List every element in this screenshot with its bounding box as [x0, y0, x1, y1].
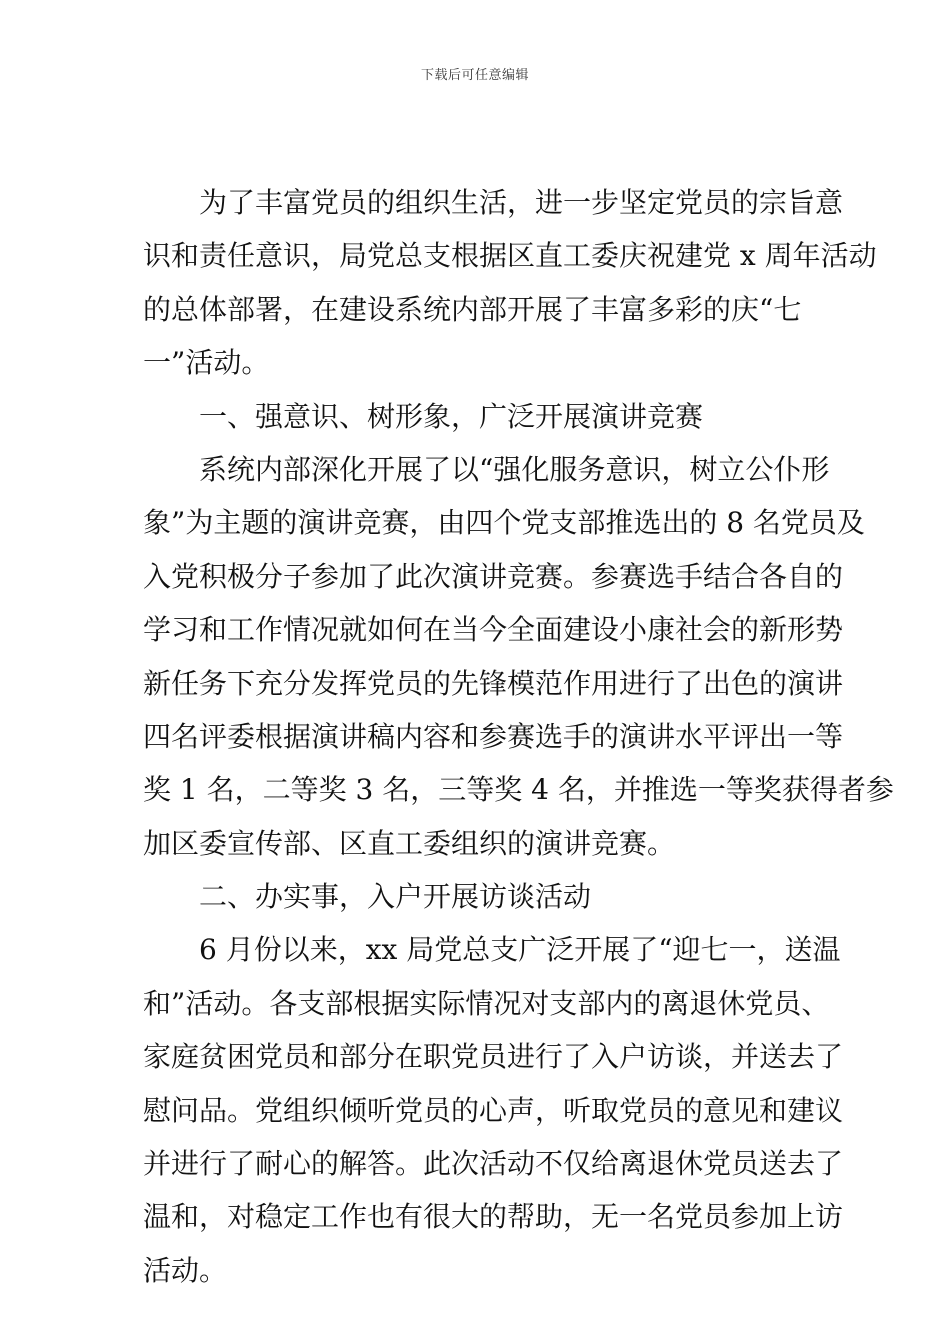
paragraph-line: 四名评委根据演讲稿内容和参赛选手的演讲水平评出一等 [143, 719, 844, 753]
paragraph-line: 加区委宣传部、区直工委组织的演讲竞赛。 [143, 826, 676, 860]
paragraph-line: 一”活动。 [143, 346, 270, 380]
paragraph-line: 活动。 [143, 1253, 228, 1287]
paragraph-line: 学习和工作情况就如何在当今全面建设小康社会的新形势 [143, 613, 844, 647]
page-header: 下载后可任意编辑 [420, 68, 529, 83]
section-heading: 二、办实事，入户开展访谈活动 [199, 880, 592, 914]
section-heading: 一、强意识、树形象，广泛开展演讲竞赛 [199, 399, 704, 433]
document-body [143, 176, 894, 1297]
paragraph-line: 的总体部署，在建设系统内部开展了丰富多彩的庆“七 [143, 292, 802, 326]
paragraph-line: 温和，对稳定工作也有很大的帮助，无一名党员参加上访 [143, 1200, 844, 1234]
paragraph-line: 为了丰富党员的组织生活，进一步坚定党员的宗旨意 [199, 186, 844, 219]
paragraph-line: 慰问品。党组织倾听党员的心声，听取党员的意见和建议 [143, 1093, 844, 1127]
paragraph-line: 入党积极分子参加了此次演讲竞赛。参赛选手结合各自的 [143, 559, 844, 593]
paragraph-line: 识和责任意识，局党总支根据区直工委庆祝建党 x 周年活动 [143, 239, 877, 273]
paragraph-line: 和”活动。各支部根据实际情况对支部内的离退休党员、 [143, 986, 830, 1020]
paragraph-line: 奖 1 名，二等奖 3 名，三等奖 4 名，并推选一等奖获得者参 [143, 773, 894, 807]
paragraph-line: 6 月份以来，xx 局党总支广泛开展了“迎七一，送温 [199, 933, 841, 967]
paragraph-line: 系统内部深化开展了以“强化服务意识，树立公仆形 [199, 452, 830, 486]
paragraph-line: 家庭贫困党员和部分在职党员进行了入户访谈，并送去了 [143, 1040, 844, 1074]
paragraph-line: 新任务下充分发挥党员的先锋模范作用进行了出色的演讲 [143, 666, 844, 700]
paragraph-line: 象”为主题的演讲竞赛，由四个党支部推选出的 8 名党员及 [143, 506, 865, 540]
paragraph-line: 并进行了耐心的解答。此次活动不仅给离退休党员送去了 [143, 1147, 844, 1181]
